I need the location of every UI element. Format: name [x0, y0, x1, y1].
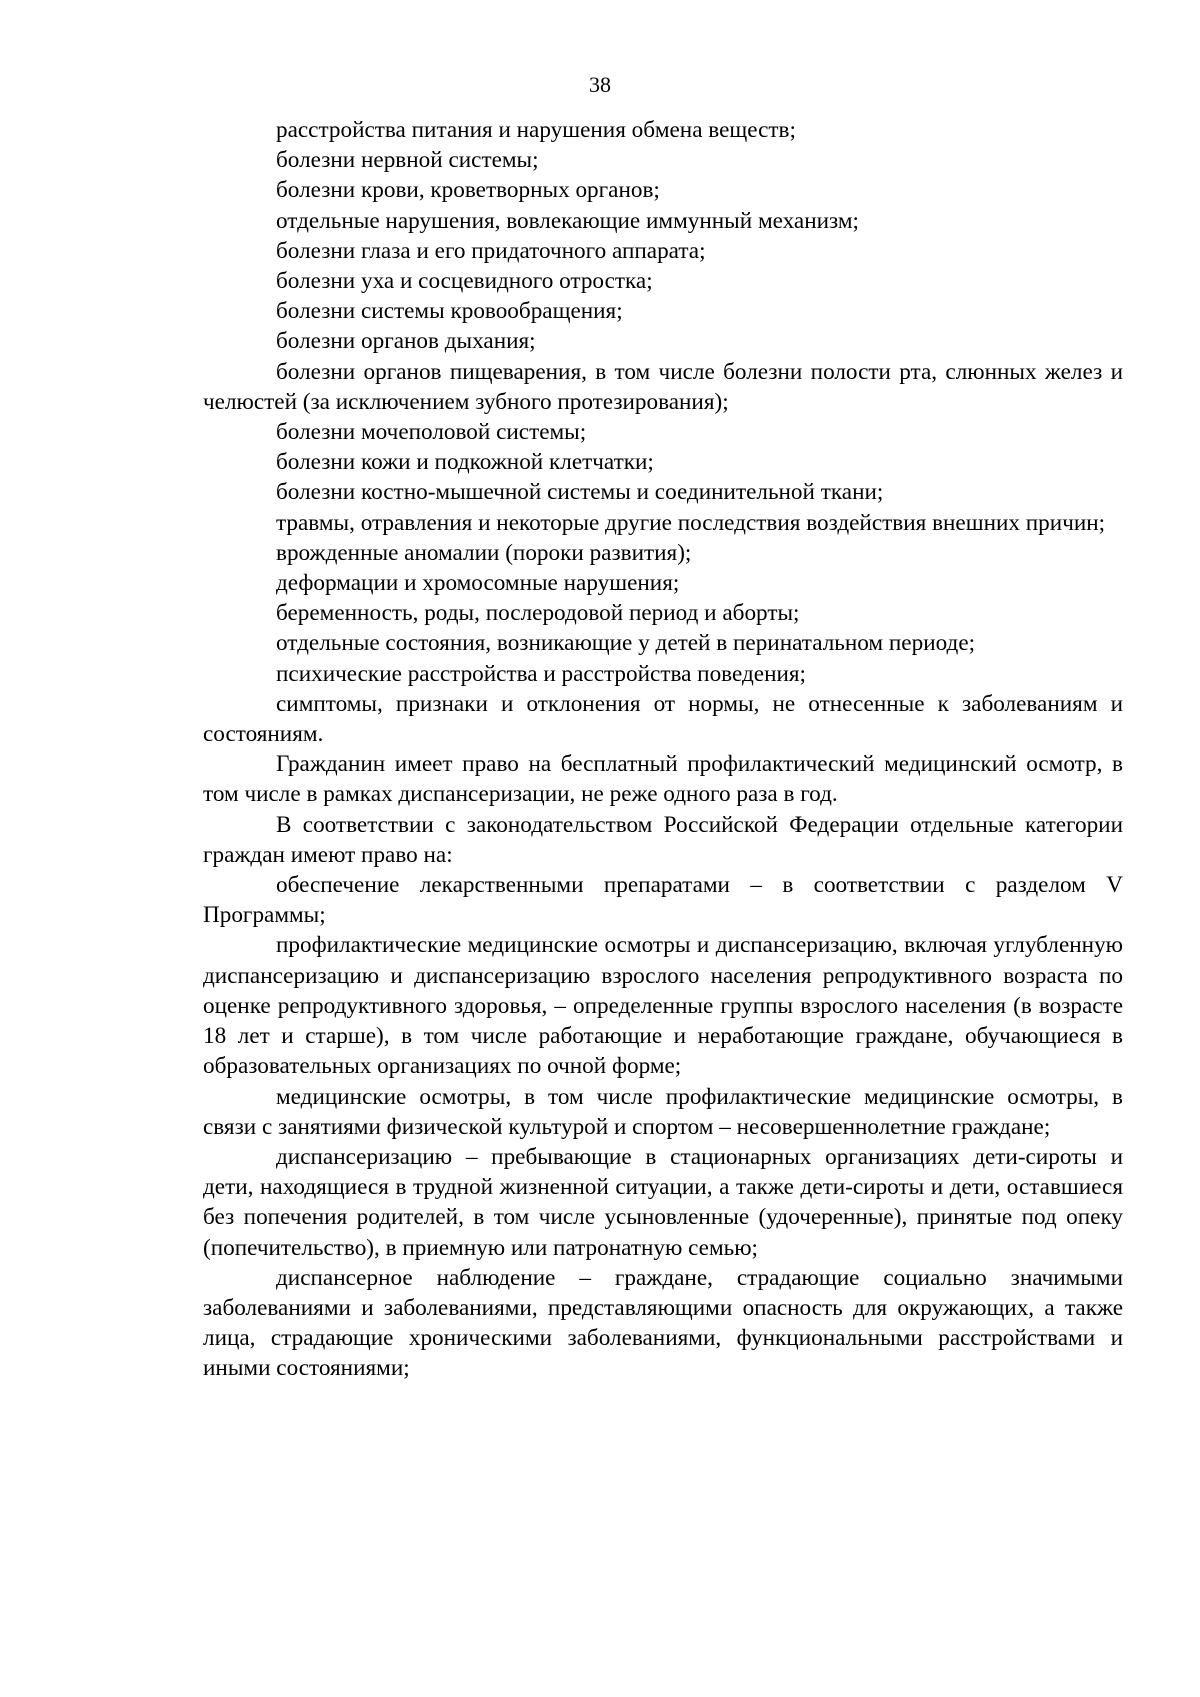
- paragraph: болезни крови, кроветворных органов;: [276, 177, 660, 204]
- paragraph: профилактические медицинские осмотры и диспансеризацию, включая углубленную диспансеризацию и диспансеризацию взрослого населения репродуктивного возраста по оценке репродуктивного здоровья, – определенные группы взрослого населения (в возрасте 18 лет и старше), в том числе работающие и неработающие граждане, обучающиеся в образовательных организациях по очной форме;: [203, 932, 1123, 1080]
- paragraph: деформации и хромосомные нарушения;: [276, 570, 680, 597]
- paragraph: болезни уха и сосцевидного отростка;: [276, 268, 653, 295]
- paragraph: болезни нервной системы;: [276, 147, 539, 174]
- paragraph: болезни органов дыхания;: [276, 328, 536, 355]
- paragraph: отдельные состояния, возникающие у детей в перинатальном периоде;: [276, 630, 976, 657]
- paragraph: диспансеризацию – пребывающие в стационарных организациях дети-сироты и дети, находящиеся в трудной жизненной ситуации, а также дети-сироты и дети, оставшиеся без попечения родителей, в том числе усыновленные (удочеренные), принятые под опеку (попечительство), в приемную или патронатную семью;: [203, 1143, 1123, 1261]
- document-body: [203, 115, 1123, 1384]
- paragraph: травмы, отравления и некоторые другие последствия воздействия внешних причин;: [276, 509, 1106, 536]
- paragraph: болезни глаза и его придаточного аппарата;: [276, 237, 706, 264]
- paragraph: болезни кожи и подкожной клетчатки;: [276, 449, 654, 476]
- paragraph: симптомы, признаки и отклонения от нормы, не отнесенные к заболеваниям и состояниям.: [203, 690, 1123, 748]
- paragraph: диспансерное наблюдение – граждане, страдающие социально значимыми заболеваниями и заболеваниями, представляющими опасность для окружающих, а также лица, страдающие хроническими заболеваниями, функциональными расстройствами и иными состояниями;: [203, 1264, 1123, 1382]
- page-number: 38: [589, 72, 611, 97]
- paragraph: отдельные нарушения, вовлекающие иммунный механизм;: [276, 207, 859, 234]
- paragraph: В соответствии с законодательством Российской Федерации отдельные категории граждан имеют право на:: [203, 811, 1123, 868]
- paragraph: врожденные аномалии (пороки развития);: [276, 539, 692, 566]
- paragraph: болезни мочеполовой системы;: [276, 419, 587, 446]
- paragraph: расстройства питания и нарушения обмена веществ;: [276, 117, 796, 143]
- paragraph: болезни органов пищеварения, в том числе болезни полости рта, слюнных желез и челюстей (за исключением зубного протезирования);: [203, 358, 1123, 415]
- paragraph: обеспечение лекарственными препаратами – в соответствии с разделом V Программы;: [203, 872, 1123, 929]
- paragraph: болезни системы кровообращения;: [276, 298, 623, 325]
- paragraph: психические расстройства и расстройства поведения;: [276, 660, 806, 687]
- paragraph: медицинские осмотры, в том числе профилактические медицинские осмотры, в связи с занятиями физической культурой и спортом – несовершеннолетние граждане;: [203, 1083, 1123, 1140]
- paragraph: болезни костно-мышечной системы и соединительной ткани;: [276, 479, 884, 506]
- paragraph: Гражданин имеет право на бесплатный профилактический медицинский осмотр, в том числе в рамках диспансеризации, не реже одного раза в год.: [203, 751, 1123, 808]
- paragraph: беременность, роды, послеродовой период и аборты;: [276, 600, 800, 627]
